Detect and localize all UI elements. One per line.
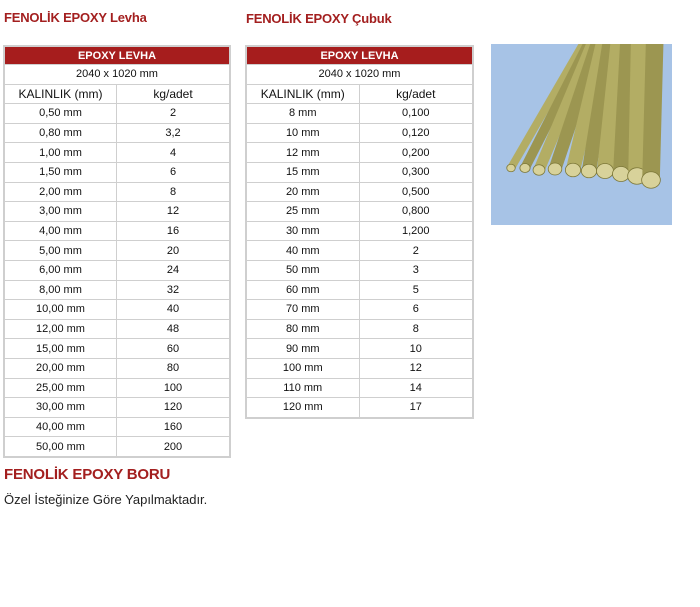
levha-thickness-cell: 40,00 mm <box>5 418 117 438</box>
cubuk-table-row <box>247 281 472 301</box>
rod-end <box>597 164 614 179</box>
cubuk-table-row <box>247 183 472 203</box>
cubuk-table-row <box>247 222 472 242</box>
levha-table-row <box>5 379 229 399</box>
levha-thickness-cell: 3,00 mm <box>5 202 117 222</box>
cubuk-weight-cell: 2 <box>360 241 473 261</box>
cubuk-table-row <box>247 320 472 340</box>
rod-end <box>548 163 562 175</box>
cubuk-thickness-cell: 40 mm <box>247 241 360 261</box>
cubuk-weight-cell: 0,120 <box>360 124 473 144</box>
levha-weight-cell: 2 <box>117 104 229 124</box>
cubuk-weight-cell: 10 <box>360 339 473 359</box>
levha-thickness-cell: 50,00 mm <box>5 437 117 456</box>
cubuk-thickness-cell: 90 mm <box>247 339 360 359</box>
cubuk-weight-cell: 0,800 <box>360 202 473 222</box>
rod-body <box>637 44 641 176</box>
levha-table-row <box>5 359 229 379</box>
cubuk-thickness-cell: 8 mm <box>247 104 360 124</box>
levha-header-weight: kg/adet <box>117 85 229 105</box>
levha-thickness-cell: 12,00 mm <box>5 320 117 340</box>
cubuk-header-weight: kg/adet <box>360 85 473 105</box>
levha-table-row <box>5 437 229 456</box>
levha-weight-cell: 32 <box>117 281 229 301</box>
levha-weight-cell: 60 <box>117 339 229 359</box>
cubuk-weight-cell: 0,300 <box>360 163 473 183</box>
cubuk-table-row <box>247 398 472 417</box>
levha-table-row <box>5 143 229 163</box>
cubuk-weight-cell: 5 <box>360 281 473 301</box>
rod-end <box>520 164 530 173</box>
levha-table-row <box>5 418 229 438</box>
rods-illustration <box>491 44 672 225</box>
rod-end <box>613 167 630 182</box>
levha-thickness-cell: 30,00 mm <box>5 398 117 418</box>
cubuk-table-row <box>247 339 472 359</box>
cubuk-header-thickness: KALINLIK (mm) <box>247 85 360 105</box>
cubuk-table-row <box>247 261 472 281</box>
cubuk-table-row <box>247 202 472 222</box>
levha-table-row <box>5 183 229 203</box>
levha-weight-cell: 20 <box>117 241 229 261</box>
cubuk-thickness-cell: 70 mm <box>247 300 360 320</box>
levha-table-row <box>5 124 229 144</box>
levha-table-row <box>5 104 229 124</box>
rod-end <box>507 164 516 172</box>
levha-header-thickness: KALINLIK (mm) <box>5 85 117 105</box>
rod-body <box>651 44 657 180</box>
cubuk-table-row <box>247 104 472 124</box>
rod-end <box>581 164 596 178</box>
cubuk-table-row <box>247 124 472 144</box>
cubuk-weight-cell: 8 <box>360 320 473 340</box>
cubuk-weight-cell: 14 <box>360 379 473 399</box>
boru-section-title: FENOLİK EPOXY BORU <box>4 466 171 483</box>
cubuk-table-row <box>247 163 472 183</box>
levha-thickness-cell: 0,50 mm <box>5 104 117 124</box>
cubuk-thickness-cell: 20 mm <box>247 183 360 203</box>
cubuk-thickness-cell: 80 mm <box>247 320 360 340</box>
levha-weight-cell: 16 <box>117 222 229 242</box>
boru-note: Özel İsteğinize Göre Yapılmaktadır. <box>4 492 208 507</box>
levha-thickness-cell: 1,50 mm <box>5 163 117 183</box>
levha-weight-cell: 4 <box>117 143 229 163</box>
cubuk-table-caption: EPOXY LEVHA <box>247 47 472 65</box>
levha-table-row <box>5 241 229 261</box>
levha-thickness-cell: 25,00 mm <box>5 379 117 399</box>
cubuk-weight-cell: 0,500 <box>360 183 473 203</box>
levha-table-row <box>5 320 229 340</box>
levha-thickness-cell: 0,80 mm <box>5 124 117 144</box>
cubuk-weight-cell: 6 <box>360 300 473 320</box>
levha-weight-cell: 100 <box>117 379 229 399</box>
cubuk-table-row <box>247 143 472 163</box>
cubuk-table-body <box>247 65 472 417</box>
cubuk-weight-cell: 1,200 <box>360 222 473 242</box>
cubuk-table-row <box>247 300 472 320</box>
cubuk-thickness-cell: 30 mm <box>247 222 360 242</box>
levha-weight-cell: 8 <box>117 183 229 203</box>
levha-thickness-cell: 4,00 mm <box>5 222 117 242</box>
levha-thickness-cell: 2,00 mm <box>5 183 117 203</box>
cubuk-thickness-cell: 50 mm <box>247 261 360 281</box>
epoxy-rods-photo <box>491 44 672 225</box>
levha-table-row <box>5 300 229 320</box>
cubuk-thickness-cell: 25 mm <box>247 202 360 222</box>
levha-weight-cell: 24 <box>117 261 229 281</box>
cubuk-thickness-cell: 110 mm <box>247 379 360 399</box>
levha-weight-cell: 160 <box>117 418 229 438</box>
levha-section-title: FENOLİK EPOXY Levha <box>4 10 147 25</box>
cubuk-thickness-cell: 100 mm <box>247 359 360 379</box>
cubuk-thickness-cell: 60 mm <box>247 281 360 301</box>
cubuk-dimensions: 2040 x 1020 mm <box>247 65 472 85</box>
levha-table-row <box>5 398 229 418</box>
levha-spec-table <box>3 45 231 458</box>
cubuk-spec-table <box>245 45 474 419</box>
cubuk-weight-cell: 17 <box>409 401 422 414</box>
cubuk-table-row <box>247 379 472 399</box>
levha-weight-cell: 40 <box>117 300 229 320</box>
levha-weight-cell: 200 <box>163 440 183 453</box>
levha-thickness-cell: 20,00 mm <box>5 359 117 379</box>
levha-weight-cell: 3,2 <box>117 124 229 144</box>
cubuk-table-row <box>247 359 472 379</box>
levha-weight-cell: 12 <box>117 202 229 222</box>
levha-thickness-cell: 10,00 mm <box>5 300 117 320</box>
levha-table-row <box>5 222 229 242</box>
levha-table-body <box>5 65 229 456</box>
cubuk-thickness-cell: 15 mm <box>247 163 360 183</box>
cubuk-thickness-cell: 120 mm <box>247 398 360 417</box>
levha-weight-cell: 120 <box>117 398 229 418</box>
cubuk-section-title: FENOLİK EPOXY Çubuk <box>246 11 392 26</box>
cubuk-weight-cell: 0,100 <box>360 104 473 124</box>
rod-end <box>642 172 661 189</box>
levha-thickness-cell: 15,00 mm <box>5 339 117 359</box>
levha-table-row <box>5 202 229 222</box>
rod-end <box>565 163 580 177</box>
cubuk-weight-cell: 0,200 <box>360 143 473 163</box>
levha-thickness-cell: 1,00 mm <box>5 143 117 163</box>
cubuk-table-row <box>247 241 472 261</box>
levha-weight-cell: 48 <box>117 320 229 340</box>
levha-table-row <box>5 261 229 281</box>
levha-thickness-cell: 6,00 mm <box>5 261 117 281</box>
levha-thickness-cell: 5,00 mm <box>5 241 117 261</box>
levha-dimensions: 2040 x 1020 mm <box>5 65 229 85</box>
levha-weight-cell: 6 <box>117 163 229 183</box>
levha-table-row <box>5 339 229 359</box>
cubuk-thickness-cell: 10 mm <box>247 124 360 144</box>
levha-table-row <box>5 163 229 183</box>
rod-end <box>533 165 545 176</box>
levha-thickness-cell: 8,00 mm <box>5 281 117 301</box>
cubuk-thickness-cell: 12 mm <box>247 143 360 163</box>
levha-table-caption: EPOXY LEVHA <box>5 47 229 65</box>
levha-table-row <box>5 281 229 301</box>
cubuk-weight-cell: 12 <box>360 359 473 379</box>
cubuk-weight-cell: 3 <box>360 261 473 281</box>
levha-weight-cell: 80 <box>117 359 229 379</box>
